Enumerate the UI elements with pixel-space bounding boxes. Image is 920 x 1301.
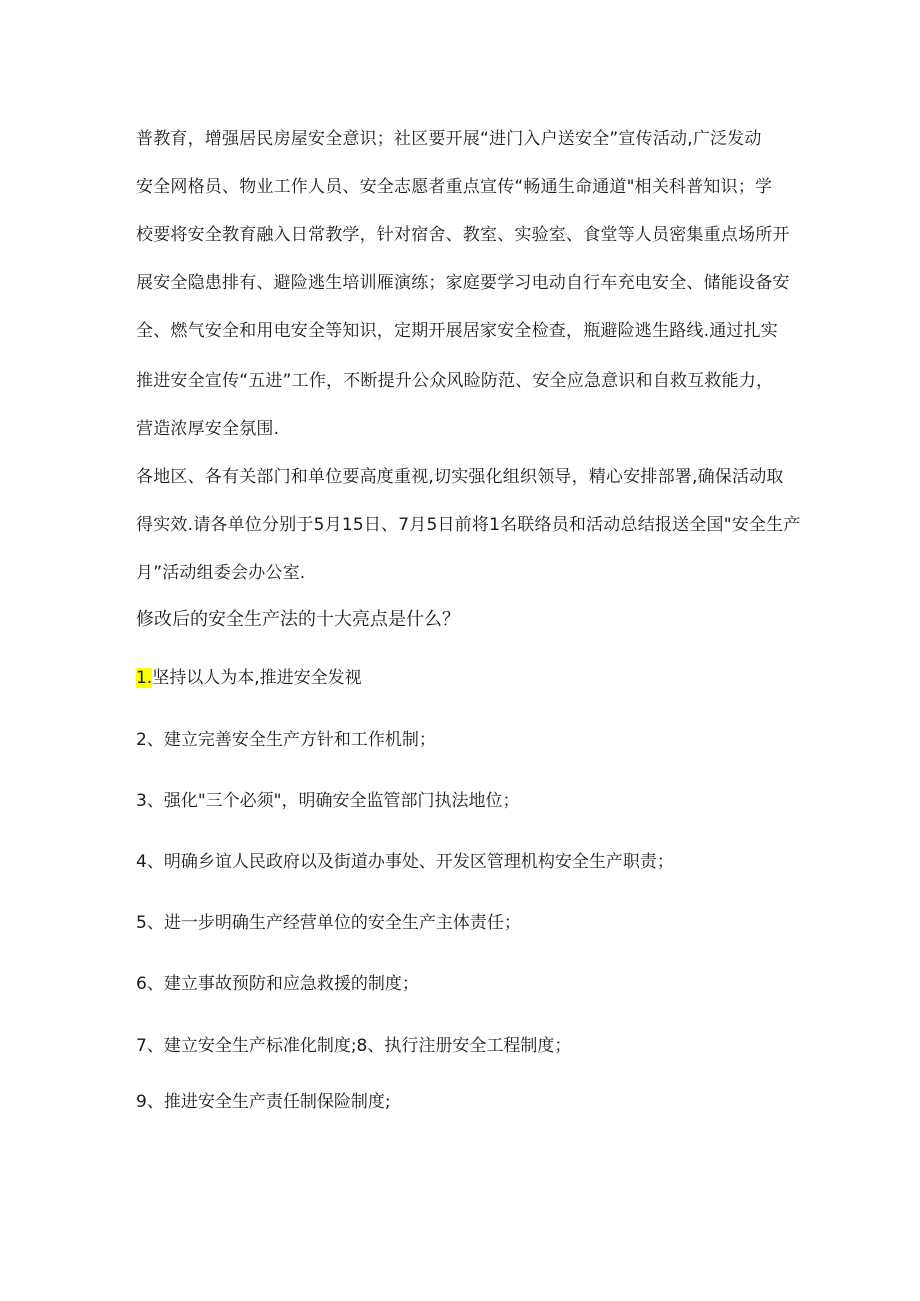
paragraph-line: 全、燃气安全和用电安全等知识，定期开展居家安全检查，瓶避险逃生路线.通过扎实 [136,321,779,341]
paragraph-line: 展安全隐患排有、避险逃生培训雁演练；家庭要学习电动自行车充电安全、储能设备安 [136,273,790,293]
paragraph-line: 各地区、各有关部门和单位要高度重视,切实强化组织领导，精心安排部署,确保活动取 [136,467,784,487]
list-item: 7、建立安全生产标准化制度;8、执行注册安全工程制度； [136,1036,572,1056]
list-item: 4、明确乡谊人民政府以及街道办事处、开发区管理机构安全生产职责； [136,852,674,872]
list-item [136,667,362,689]
list-item: 6、建立事故预防和应急救援的制度； [136,974,419,994]
paragraph-line: 营造浓厚安全氛围. [136,419,280,439]
highlighted-number: 1. [136,668,153,688]
question-heading: 修改后的安全生产法的十大亮点是什么？ [136,609,460,630]
paragraph-line: 校要将安全教育融入日常教学，针对宿舍、教室、实验室、食堂等人员密集重点场所开 [136,225,790,245]
paragraph-line: 得实效.请各单位分别于5月15日、7月5日前将1名联络员和活动总结报送全国"安全生产 [136,515,801,535]
list-item: 9、推进安全生产责任制保险制度; [136,1092,391,1112]
paragraph-line: 月”活动组委会办公室. [136,563,306,583]
list-item-text: 坚持以人为本,推进安全发视 [152,668,362,688]
list-item: 3、强化"三个必须"，明确安全监管部门执法地位； [136,791,520,811]
paragraph-line: 普教育，增强居民房屋安全意识；社区要开展“进门入户送安全”宣传活动,广泛发动 [136,129,762,149]
list-item: 5、进一步明确生产经营单位的安全生产主体责任； [136,913,521,933]
paragraph-line: 推进安全宣传“五进”工作，不断提升公众风睑防范、安全应急意识和自救互救能力， [136,371,774,391]
paragraph-line: 安全网格员、物业工作人员、安全志愿者重点宣传“畅通生命通道"相关科普知识；学 [136,177,773,197]
list-item: 2、建立完善安全生产方针和工作机制； [136,730,436,750]
